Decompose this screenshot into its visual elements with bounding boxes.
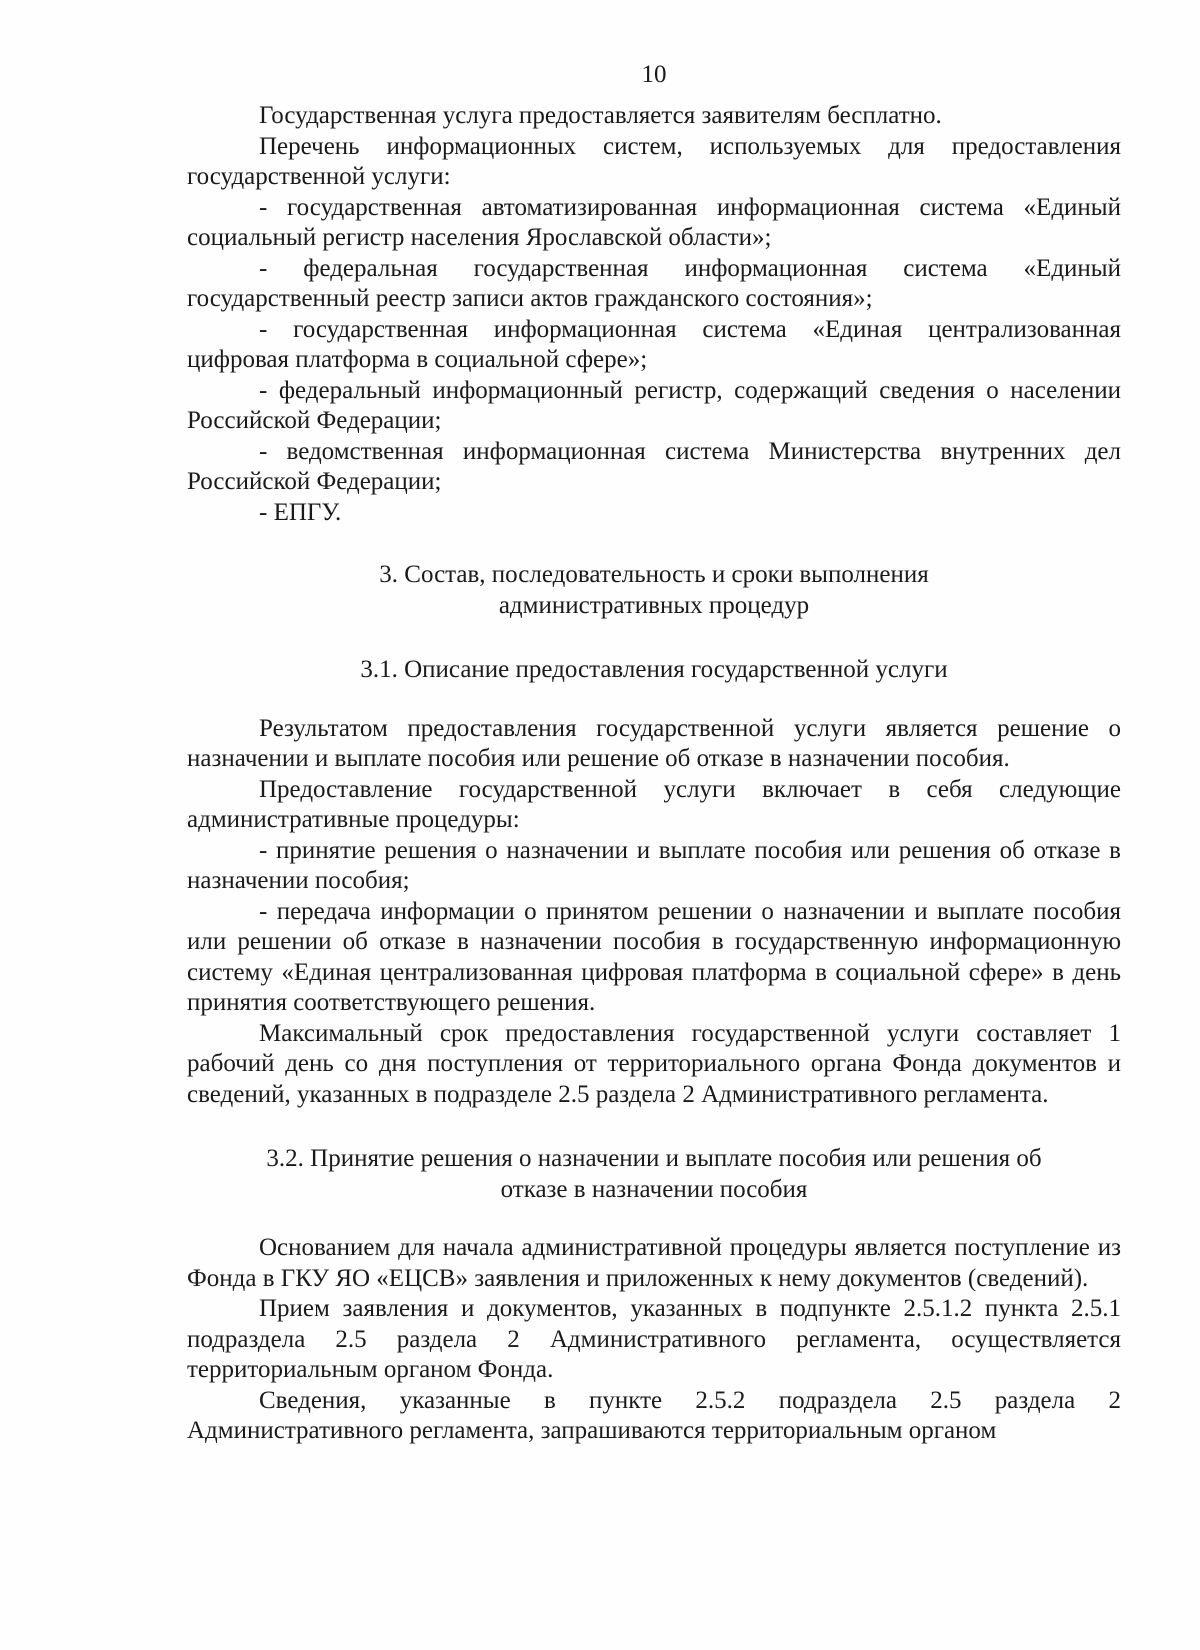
- section-3-2-heading-line-1: 3.2. Принятие решения о назначении и выплате пособия или решения об: [266, 1145, 1042, 1172]
- list-item: - ведомственная информационная система Министерства внутренних дел Российской Федерации;: [187, 437, 1121, 495]
- list-item: - государственная автоматизированная информационная система «Единый социальный регистр населения Ярославской области»;: [187, 193, 1121, 251]
- section-3-1-paragraph: Результатом предоставления государственной услуги является решение о назначении и выплате пособия или решение об отказе в назначении пособия.: [187, 714, 1121, 772]
- intro-paragraph: Перечень информационных систем, используемых для предоставления государственной услуги:: [187, 132, 1121, 190]
- list-item: - государственная информационная система «Единая централизованная цифровая платформа в социальной сфере»;: [187, 315, 1121, 373]
- section-3-1-heading: 3.1. Описание предоставления государственной услуги: [360, 656, 948, 683]
- list-item: - федеральный информационный регистр, содержащий сведения о населении Российской Федерации;: [187, 376, 1121, 434]
- section-3-1-paragraph: Предоставление государственной услуги включает в себя следующие административные процедуры:: [187, 775, 1121, 833]
- list-item: - ЕПГУ.: [259, 498, 342, 526]
- section-3-2-paragraph: Прием заявления и документов, указанных в подпункте 2.5.1.2 пункта 2.5.1 подраздела 2.5 раздела 2 Административного регламента, осуществляется территориальным органом Фонда.: [187, 1295, 1121, 1383]
- section-3-2-paragraph: Сведения, указанные в пункте 2.5.2 подраздела 2.5 раздела 2 Административного регламента, запрашиваются территориальным органом: [187, 1386, 1121, 1444]
- intro-paragraph: Государственная услуга предоставляется заявителям бесплатно.: [259, 102, 942, 129]
- page-number: 10: [641, 61, 667, 88]
- section-3-1-list-item: - принятие решения о назначении и выплате пособия или решения об отказе в назначении пособия;: [187, 836, 1121, 894]
- list-item: - федеральная государственная информационная система «Единый государственный реестр записи актов гражданского состояния»;: [187, 254, 1121, 312]
- section-3-1-paragraph: Максимальный срок предоставления государственной услуги составляет 1 рабочий день со дня поступления от территориального органа Фонда документов и сведений, указанных в подразделе 2.5 раздела 2 Административного регламента.: [187, 1019, 1121, 1108]
- section-3-1-list-item: - передача информации о принятом решении о назначении и выплате пособия или решении об отказе в назначении пособия в государственную информационную систему «Единая централизованная цифровая платформа в социальной сфере» в день принятия соответствующего решения.: [187, 897, 1121, 1016]
- section-3-heading-line-2: административных процедур: [498, 591, 810, 619]
- document-body: [187, 101, 1121, 1447]
- section-3-2-paragraph: Основанием для начала административной процедуры является поступление из Фонда в ГКУ ЯО «ЕЦСВ» заявления и приложенных к нему документов (сведений).: [187, 1234, 1121, 1292]
- section-3-2-heading-line-2: отказе в назначении пособия: [500, 1175, 808, 1203]
- section-3-heading-line-1: 3. Состав, последовательность и сроки выполнения: [379, 561, 929, 588]
